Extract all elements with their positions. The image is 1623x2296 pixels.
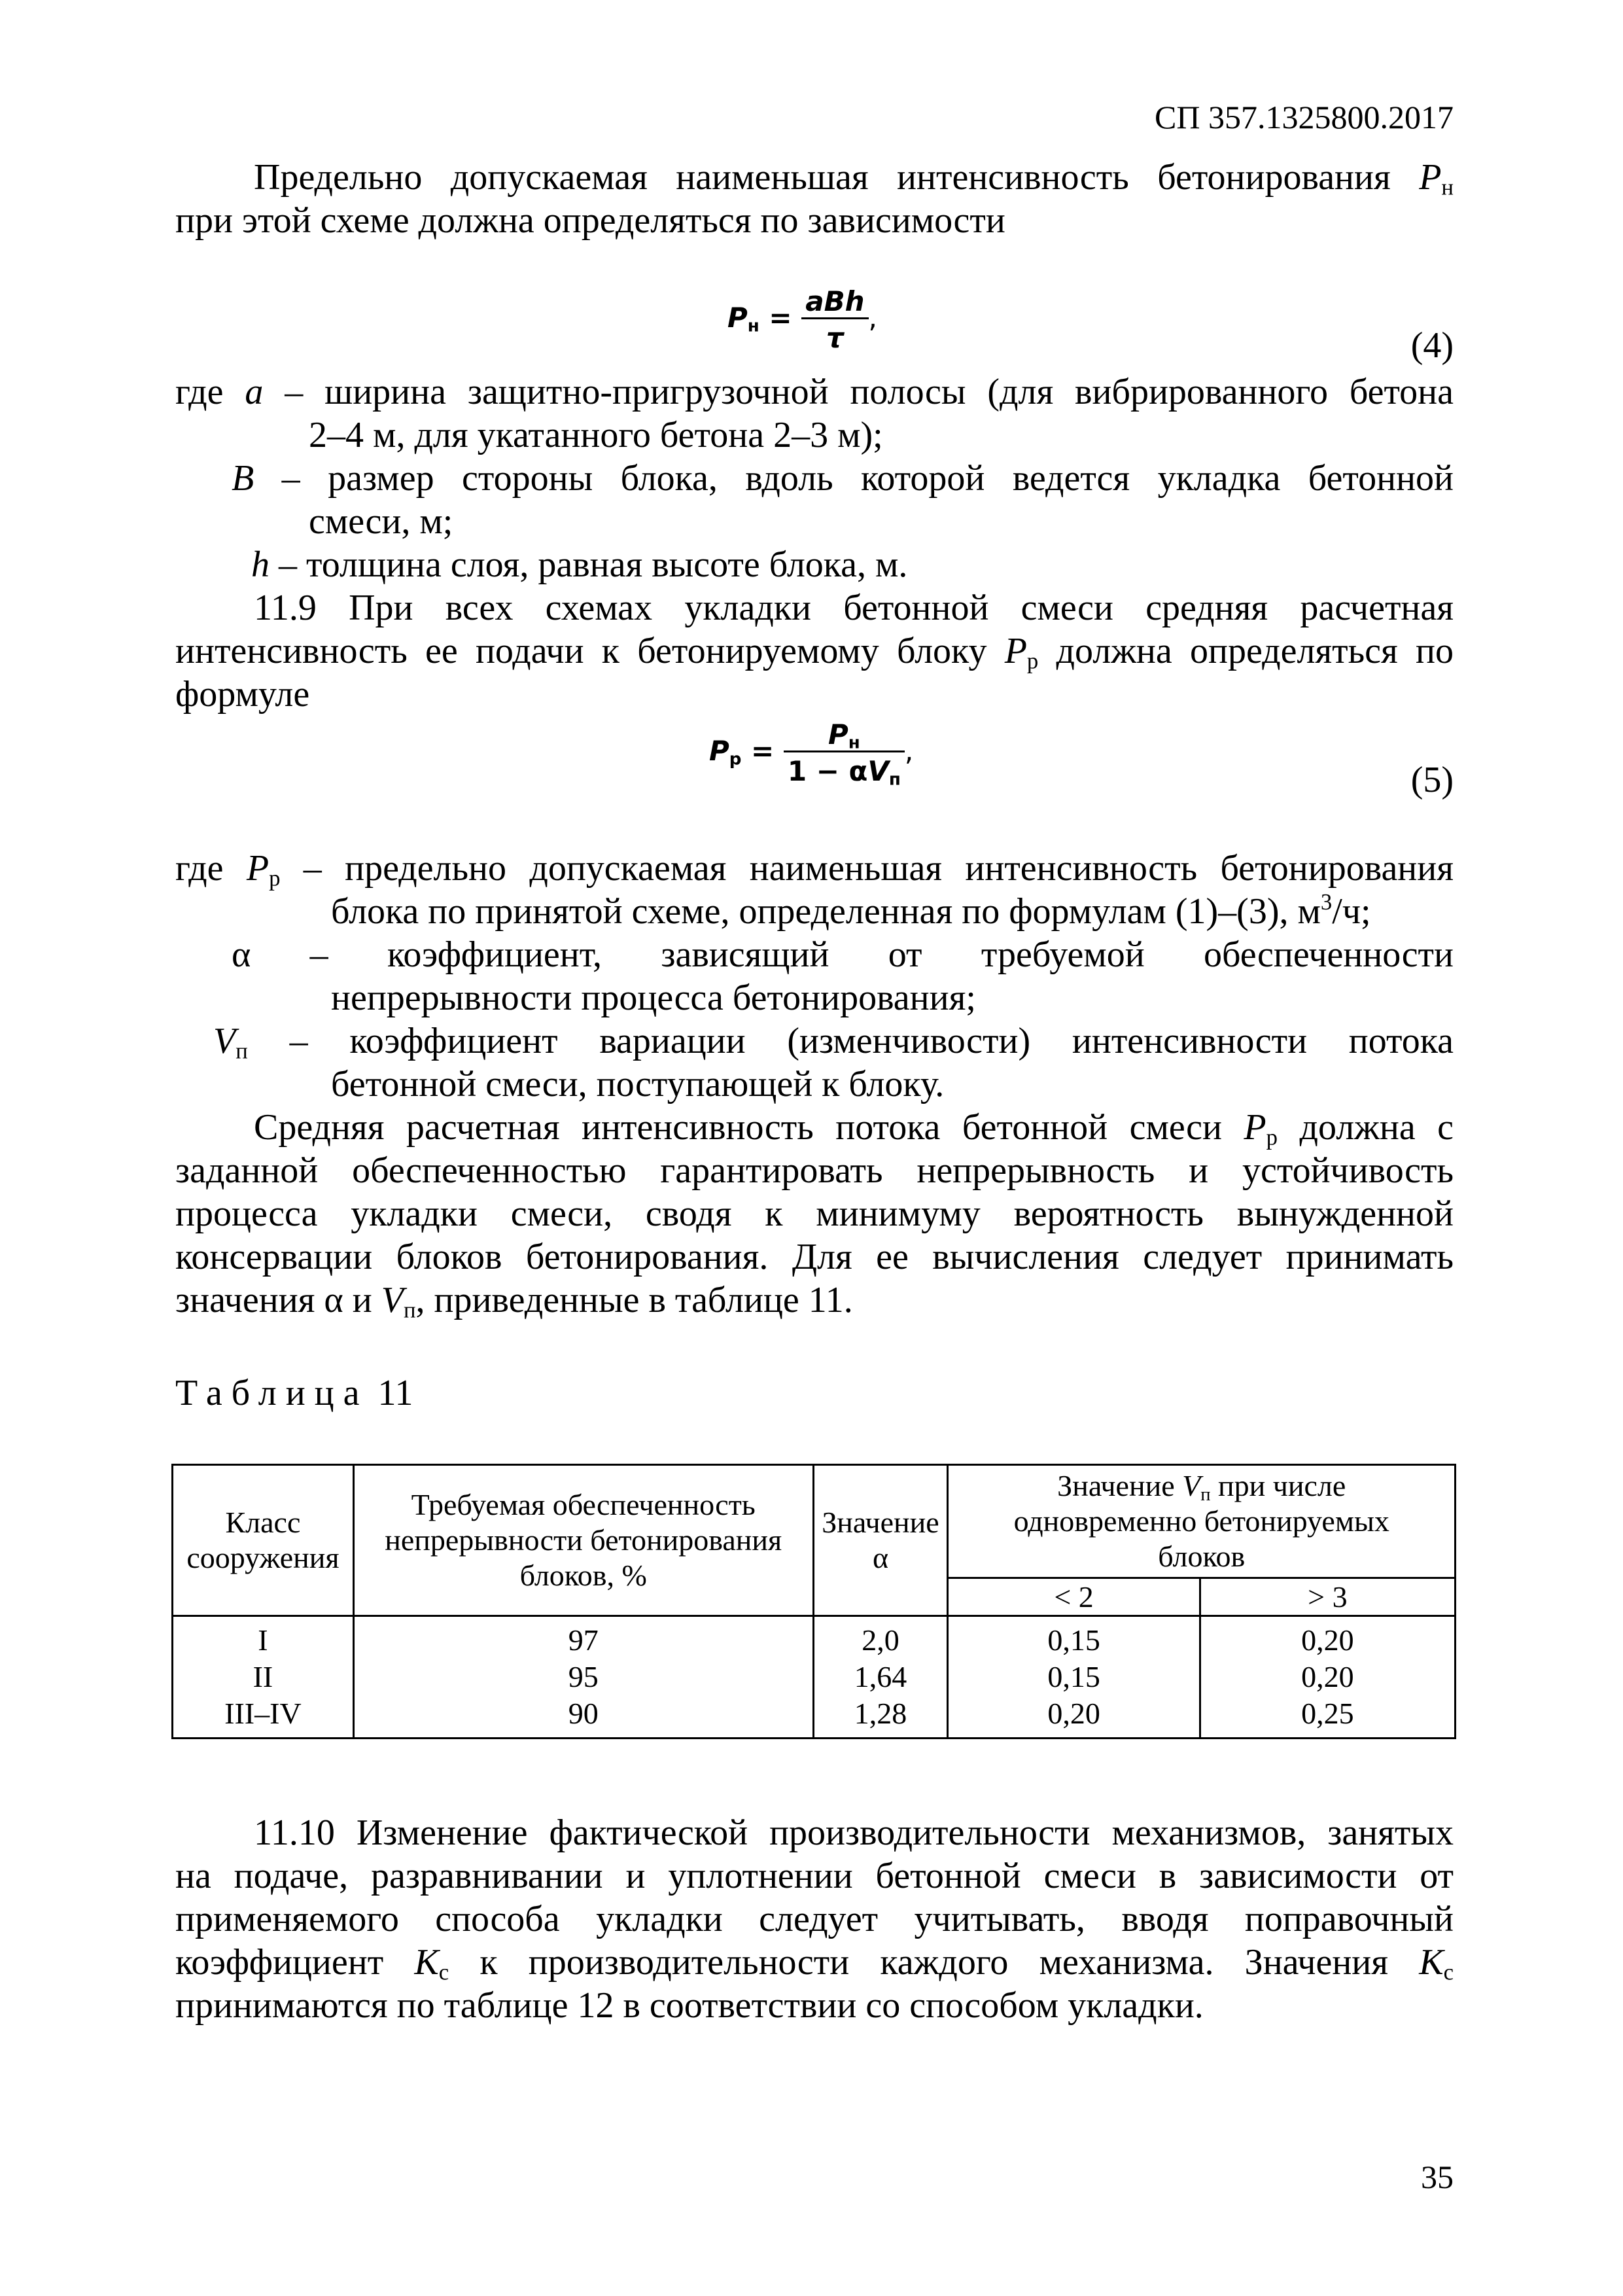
cell-class: II <box>173 1659 354 1695</box>
cell-vp-lt2: 0,20 <box>948 1695 1200 1739</box>
cell-class: I <box>173 1616 354 1659</box>
paragraph-3-line-2: заданной обеспеченностью гарантировать непрерывность и устойчивость <box>175 1150 1454 1191</box>
definition-Pr-continued: блока по принятой схеме, определенная по формулам (1)–(3), $м^3/ч$; <box>331 889 1371 932</box>
table-row <box>173 1659 1456 1695</box>
formula-5-numerator: $P_н$ <box>828 718 860 753</box>
definition-a: где a – ширина защитно-пригрузочной полосы (для вибрированного бетона <box>175 372 1454 412</box>
table-row <box>173 1695 1456 1739</box>
header-less-than-2: < 2 <box>948 1578 1200 1616</box>
definition-Pr: где $P_р$ – предельно допускаемая наименьшая интенсивность бетонирования <box>175 848 1454 891</box>
definition-alpha-continued: непрерывности процесса бетонирования; <box>331 978 976 1018</box>
cell-class: III–IV <box>173 1695 354 1739</box>
formula-5-denominator: $1 - \alpha V_п$ <box>784 751 905 787</box>
cell-vp-lt2: 0,15 <box>948 1616 1200 1659</box>
paragraph-3-line-3: процесса укладки смеси, сводя к минимуму вероятность вынужденной <box>175 1193 1454 1234</box>
clause-11-10-line-5: принимаются по таблице 12 в соответствии со способом укладки. <box>175 1985 1204 2026</box>
definition-B-continued: смеси, м; <box>309 501 453 542</box>
clause-11-10-line-1: 11.10 Изменение фактической производительности механизмов, занятых <box>254 1812 1454 1853</box>
cell-required: 97 <box>353 1616 813 1659</box>
cell-alpha: 2,0 <box>813 1616 948 1659</box>
equation-number-4: (4) <box>1410 325 1454 366</box>
header-alpha: Значение α <box>813 1465 948 1616</box>
header-structure-class: Класс сооружения <box>173 1465 354 1616</box>
formula-5: $P_р$ = $\frac{P_н}{1 - \alpha V_п}$ , <box>709 718 914 790</box>
paragraph-3-line-5: значения α и $V_п$, приведенные в таблице 11. <box>175 1280 853 1323</box>
paragraph-3-line-4: консервации блоков бетонирования. Для ее вычисления следует принимать <box>175 1237 1454 1277</box>
formula-4-denominator: τ <box>801 317 868 354</box>
definition-alpha: α – коэффициент, зависящий от требуемой обеспеченности <box>232 934 1454 975</box>
cell-vp-gt3: 0,20 <box>1200 1616 1455 1659</box>
cell-vp-gt3: 0,25 <box>1200 1695 1455 1739</box>
clause-11-10-line-4: коэффициент $K_c$ к производительности каждого механизма. Значения $K_c$ <box>175 1942 1454 1985</box>
table-row <box>173 1616 1456 1659</box>
cell-vp-gt3: 0,20 <box>1200 1659 1455 1695</box>
definition-h: h – толщина слоя, равная высоте блока, м. <box>251 544 908 585</box>
formula-4: $P_н$ = $\frac{\text{aBh}}{\tau}$ , <box>727 285 877 354</box>
document-code-header: СП 357.1325800.2017 <box>1155 99 1454 135</box>
header-vp-by-blocks: Значение $V_п$ при числе одновременно бетонируемых блоков <box>948 1465 1456 1578</box>
paragraph-3-line-1: Средняя расчетная интенсивность потока бетонной смеси $P_р$ должна с <box>254 1107 1454 1150</box>
definition-Vp-continued: бетонной смеси, поступающей к блоку. <box>331 1064 945 1104</box>
clause-11-10-line-2: на подаче, разравнивании и уплотнении бетонной смеси в зависимости от <box>175 1856 1454 1896</box>
header-more-than-3: > 3 <box>1200 1578 1455 1616</box>
clause-11-10-line-3: применяемого способа укладки следует учитывать, вводя поправочный <box>175 1899 1454 1939</box>
cell-required: 90 <box>353 1695 813 1739</box>
equation-number-5: (5) <box>1410 760 1454 800</box>
formula-4-numerator: aBh <box>805 285 865 317</box>
definition-a-continued: 2–4 м, для укатанного бетона 2–3 м); <box>309 415 883 455</box>
table-11 <box>171 1464 1456 1739</box>
clause-11-9-line-1: 11.9 При всех схемах укладки бетонной смеси средняя расчетная <box>254 588 1454 628</box>
cell-vp-lt2: 0,15 <box>948 1659 1200 1695</box>
cell-required: 95 <box>353 1659 813 1695</box>
header-required-continuity: Требуемая обеспеченность непрерывности бетонирования блоков, % <box>353 1465 813 1616</box>
paragraph-1-line-1: Предельно допускаемая наименьшая интенсивность бетонирования $P_н$ <box>254 157 1454 200</box>
clause-11-9-line-3: формуле <box>175 674 310 715</box>
definition-Vp: $V_п$ – коэффициент вариации (изменчивости) интенсивности потока <box>213 1021 1454 1064</box>
paragraph-1-line-2: при этой схеме должна определяться по зависимости <box>175 200 1005 241</box>
definition-B: B – размер стороны блока, вдоль которой ведется укладка бетонной <box>232 458 1454 499</box>
cell-alpha: 1,64 <box>813 1659 948 1695</box>
cell-alpha: 1,28 <box>813 1695 948 1739</box>
page-number: 35 <box>1421 2159 1454 2195</box>
table-11-caption: Таблица 11 <box>175 1373 413 1413</box>
clause-11-9-line-2: интенсивность ее подачи к бетонируемому блоку $P_р$ должна определяться по <box>175 631 1454 674</box>
